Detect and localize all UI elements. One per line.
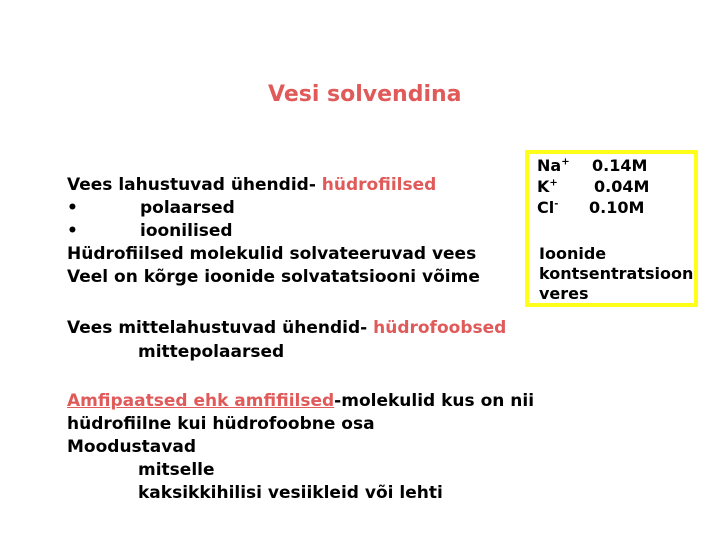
hydrophilic-term: hüdrofiilsed — [321, 175, 437, 195]
ion-charge: + — [549, 177, 558, 189]
amphipathic-line-5: kaksikkihilisi vesiikleid või lehti — [138, 483, 443, 503]
hydrophobic-sub: mittepolaarsed — [138, 342, 285, 362]
amphipathic-rest: -molekulid kus on nii — [334, 391, 535, 411]
ion-symbol: K — [537, 177, 550, 196]
ion-note-2: kontsentratsioon — [539, 264, 694, 283]
amphipathic-line-3: Moodustavad — [67, 437, 196, 457]
hydrophobic-lead: Vees mittelahustuvad ühendid- — [67, 318, 374, 338]
ion-charge: + — [561, 156, 570, 168]
amphipathic-line-1 — [67, 390, 534, 412]
hydrophobic-term: hüdrofoobsed — [373, 318, 507, 338]
ion-symbol: Na — [537, 156, 562, 175]
ion-note-3: veres — [539, 284, 589, 303]
bullet-glyph: • — [67, 198, 78, 218]
hydrophilic-lead: Vees lahustuvad ühendid- — [67, 175, 322, 195]
ion-row-k — [537, 177, 650, 197]
amphipathic-term: Amfipaatsed ehk amfifiilsed — [67, 391, 335, 411]
hydrophobic-lead-line — [67, 317, 506, 339]
ion-note-1: Ioonide — [539, 244, 607, 263]
bullet-item-ionic — [67, 220, 233, 242]
title-text: Vesi solvendina — [268, 82, 462, 107]
ion-value: 0.10M — [589, 198, 645, 217]
bullet-text: ioonilised — [140, 221, 233, 241]
bullet-text: polaarsed — [140, 198, 235, 218]
page-title — [268, 82, 462, 107]
capacity-line: Veel on kõrge ioonide solvatatsiooni võime — [67, 267, 480, 287]
ion-concentration-box — [525, 150, 698, 307]
ion-row-na — [537, 156, 648, 176]
ion-charge: - — [554, 198, 559, 210]
amphipathic-line-4: mitselle — [138, 460, 215, 480]
bullet-glyph: • — [67, 221, 78, 241]
ion-symbol: Cl — [537, 198, 555, 217]
hydrophilic-lead-line — [67, 174, 436, 196]
ion-value: 0.04M — [594, 177, 650, 196]
ion-row-cl — [537, 198, 645, 218]
amphipathic-line-2: hüdrofiilne kui hüdrofoobne osa — [67, 414, 375, 434]
ion-value: 0.14M — [592, 156, 648, 175]
solvated-line: Hüdrofiilsed molekulid solvateeruvad vees — [67, 244, 477, 264]
bullet-item-polar — [67, 197, 235, 219]
